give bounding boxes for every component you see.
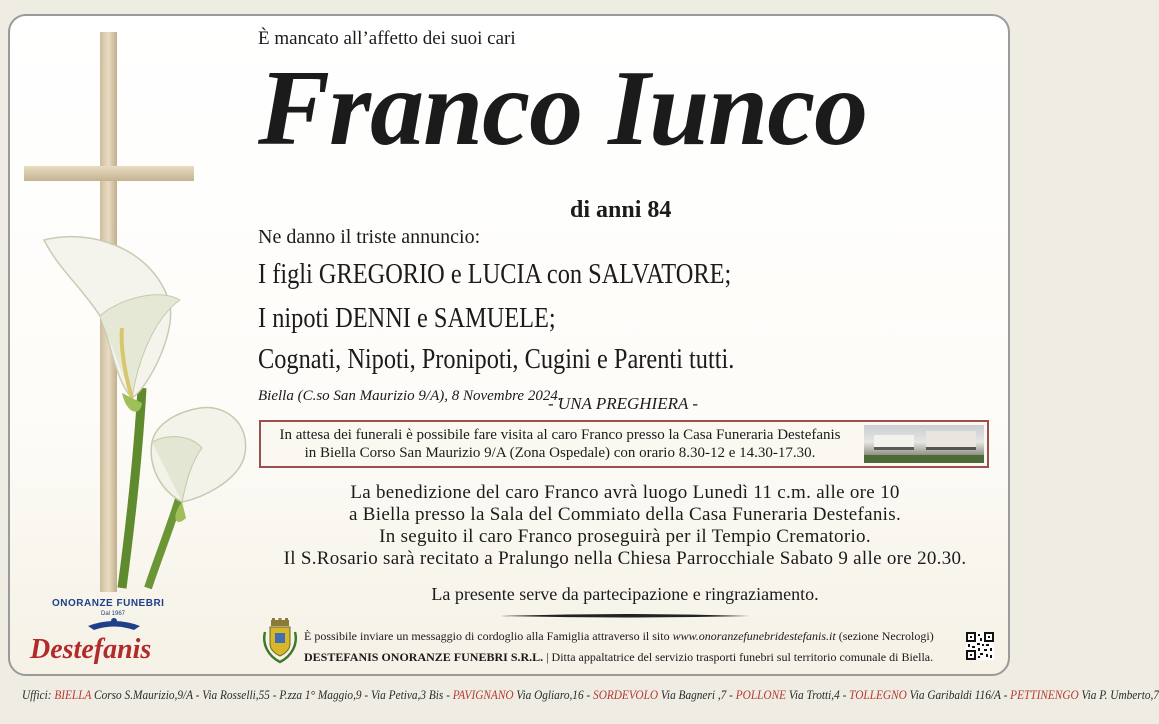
company-line (304, 650, 933, 665)
family-line: I nipoti DENNI e SAMUELE; (258, 302, 556, 334)
visit-info-line: in Biella Corso San Maurizio 9/A (Zona Ospedale) con orario 8.30-12 e 14.30-17.30. (304, 445, 816, 461)
condolence-site-link[interactable]: www.onoranzefunebridestefanis.it (672, 629, 836, 643)
office-address: Via Ogliaro,16 - (516, 687, 591, 702)
building-shape (926, 431, 976, 450)
office-address: Via Garibaldi 116/A - (909, 687, 1008, 702)
office-city: SORDEVOLO (593, 687, 659, 702)
office-address: Via Trotti,4 - (788, 687, 847, 702)
announcement-lead: Ne danno il triste annuncio: (258, 226, 481, 248)
company-note: | Ditta appaltatrice del servizio trasporti funebri sul territorio comunale di Biella. (543, 650, 934, 664)
logo-since: Dal 1967 (101, 611, 126, 617)
condolence-section: (sezione Necrologi) (838, 629, 934, 643)
lawn-shape (864, 455, 984, 463)
office-city: PETTINENGO (1010, 687, 1079, 702)
ceremony-line: In seguito il caro Franco proseguirà per il Tempio Crematorio. (379, 526, 871, 547)
ceremony-details (250, 482, 1000, 570)
place-date: Biella (C.so San Maurizio 9/A), 8 Novembre 2024. (258, 388, 562, 404)
visit-info-box (259, 420, 989, 468)
qr-code-icon[interactable] (966, 632, 994, 660)
deceased-name: Franco Iunco (258, 49, 868, 168)
coat-of-arms-icon (262, 618, 298, 664)
logo-name: Destefanis (30, 634, 152, 665)
footer-offices (22, 687, 1159, 703)
ceremony-line: Il S.Rosario sarà recitato a Pralungo nella Chiesa Parrocchiale Sabato 9 alle ore 20.30. (283, 548, 967, 569)
prayer-label: - UNA PREGHIERA - (548, 394, 698, 413)
office-city: BIELLA (54, 687, 92, 702)
intro-line: È mancato all’affetto dei suoi cari (258, 28, 516, 49)
office-city: TOLLEGNO (849, 687, 907, 702)
age-line: di anni 84 (570, 197, 672, 223)
condolence-message (304, 629, 934, 644)
office-address: Corso S.Maurizio,9/A - Via Rosselli,55 - P.zza 1° Maggio,9 - Via Petiva,3 Bis - (94, 687, 450, 702)
ceremony-line: La benedizione del caro Franco avrà luogo Lunedì 11 c.m. alle ore 10 (350, 482, 900, 503)
family-line: Cognati, Nipoti, Pronipoti, Cugini e Parenti tutti. (258, 343, 735, 375)
office-address: Via P. Umberto,7 (1081, 687, 1159, 702)
company-name: DESTEFANIS ONORANZE FUNEBRI S.R.L. (304, 650, 544, 664)
footer-lead: Uffici: (22, 687, 52, 702)
ceremony-line: a Biella presso la Sala del Commiato della Casa Funeraria Destefanis. (348, 504, 901, 525)
visit-info-line: In attesa dei funerali è possibile fare visita al caro Franco presso la Casa Funeraria Destefanis (279, 427, 841, 443)
office-city: POLLONE (735, 687, 787, 702)
logo-subtitle: ONORANZE FUNEBRI (52, 598, 165, 609)
calla-lily-icon (30, 228, 260, 588)
family-line: I figli GREGORIO e LUCIA con SALVATORE; (258, 258, 732, 290)
thanks-line: La presente serve da partecipazione e ringraziamento. (431, 584, 819, 604)
building-shape (874, 435, 914, 450)
visit-info-text (261, 426, 859, 462)
condolence-text: È possibile inviare un messaggio di cordoglio alla Famiglia attraverso il sito (304, 629, 670, 643)
office-address: Via Bagneri ,7 - (660, 687, 733, 702)
funeral-home-photo (864, 425, 984, 463)
office-city: PAVIGNANO (452, 687, 514, 702)
divider-swoosh (500, 613, 750, 619)
